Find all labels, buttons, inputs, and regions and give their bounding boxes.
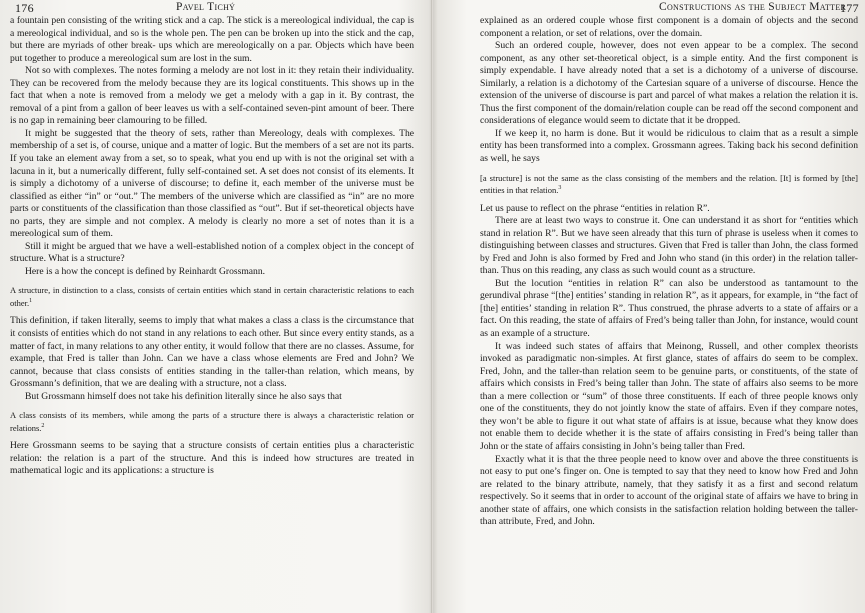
block-quote [480, 172, 858, 197]
right-page-body [480, 15, 858, 529]
quote-text: A class consists of its members, while among the parts of a structure there is always a characteristic relation or relations. [10, 410, 414, 433]
paragraph: explained as an ordered couple whose first component is a domain of objects and the second component a relation, or set of relations, over the domain. [480, 15, 858, 39]
paragraph: There are at least two ways to construe it. One can understand it as short for “entities which stand in relation R”. But we have seen already that this turn of phrase is useless when it comes to distinguishing between classes and structures. Given that Fred is taller than John, the class formed by Fred and John is also formed by Fred and John who stand (in this order) in the relation taller-than. Thus on this reading, any class as such would count as a structure. [480, 215, 858, 277]
paragraph: Let us pause to reflect on the phrase “entities in relation R”. [480, 202, 710, 214]
paragraph: a fountain pen consisting of the writing stick and a cap. The stick is a mereological individual, the cap is a mereological individual, and so is the whole pen. The pen can be broken up into the stick and the cap, but there are myriads of other break- ups which are mereologically on a par. Objects which have been put together to produce a mereological sum are lost in the sum. [10, 15, 414, 64]
block-quote [10, 409, 414, 434]
footnote-marker: 2 [41, 422, 45, 429]
left-page-body [10, 15, 414, 478]
paragraph: It was indeed such states of affairs that Meinong, Russell, and other complex theorists invoked as paradigmatic non-simples. At first glance, states of affairs do seem to be complex. Fred, John, and the taller-than relation seem to be genuine parts, or constituents, of the state of affairs which consists in Fred’s being taller than John. The state of affairs also seems to be more than a mere collection or “sum” of those three constituents. If each of three people knows only one of the constituents, they do not jointly know the state of affairs. Even if they compare notes, they won’t be able to figure it out what state of affairs is at issue, because what they know does not enable them to decide whether it is the state of affairs consisting in Fred’s being taller than John or the state of affairs consisting in John’s being taller than Fred. [480, 340, 858, 452]
paragraph: This definition, if taken literally, seems to imply that what makes a class a class is the circumstance that it consists of entities which do not stand in any relations to each other. But since every entity stands, as a matter of fact, in many relations to any other entity, it would follow that there are no classes. Assume, for example, that Fred is taller than John. Can we have a class whose elements are Fred and John? We cannot, because that class consists of entities standing in the taller-than relation, which means, by Grossmann’s definition, that we are dealing with a structure, not a class. [10, 315, 414, 390]
paragraph: Exactly what it is that the three people need to know over and above the three constituents is not easy to put one’s finger on. One is tempted to say that they need to know how Fred and John are related to the binary attribute, namely, that they satisfy it as a first and second relatum respectively. So it seems that in order to account of the original state of affairs we have to bring in another state of affairs, one which consists in the satisfaction relation holding between the taller-than attribute, Fred, and John. [480, 453, 858, 528]
paragraph: Here Grossmann seems to be saying that a structure consists of certain entities plus a characteristic relation: the relation is a part of the structure. And this is indeed how structures are treated in mathematical logic and its applications: a structure is [10, 440, 414, 477]
paragraph: But the locution “entities in relation R” can also be understood as tantamount to the gerundival phrase “[the] entities’ standing in relation R”, as it appears, for example, in “the fact of [the] entities’ standing in relation R”. Thus construed, the phrase adverts to a state of affairs or a fact. On this reading, the state of affairs of Fred’s being taller than John, for instance, would count as an example of a structure. [480, 277, 858, 340]
page-number-right: 177 [840, 1, 859, 15]
paragraph: Not so with complexes. The notes forming a melody are not lost in it: they retain their individuality. They can be recovered from the melody because they are its logical constituents. This shows up in the fact that when a note is removed from a melody we get a melody with a gap in it. By contrast, the removal of a pint from a gallon of beer leaves us with a self-contained seven-pint amount of beer. There is no gap in remaining beer clamouring to be filled. [10, 65, 414, 127]
paragraph: If we keep it, no harm is done. But it would be ridiculous to claim that as a result a simple entity has been transformed into a complex. Grossmann agrees. Taking back his second definition as well, he says [480, 127, 858, 165]
block-quote [10, 284, 414, 309]
footnote-marker: 1 [29, 298, 33, 305]
quote-text: [a structure] is not the same as the class consisting of the members and the relation. [It] is formed by [the] entities in that relation. [480, 172, 858, 196]
footnote-marker: 3 [558, 185, 562, 192]
left-page [0, 0, 432, 613]
paragraph: Here is a how the concept is defined by Reinhardt Grossmann. [25, 265, 266, 277]
right-page [433, 0, 865, 613]
paragraph: Such an ordered couple, however, does not even appear to be a complex. The second component, as any other set-theoretical object, is a simple entity. And the first component is simply expendable. I have already noted that a set is a dichotomy of a universe of discourse. Similarly, a relation is a dichotomy of the Cartesian square of a universe of discourse. Hence the extension of the universe of discourse is part and parcel of what makes a relation the relation it is. Thus the first component of the domain/relation couple can be read off the second component and considerations of elegance would seem to dictate that it be dropped. [480, 40, 858, 127]
paragraph: It might be suggested that the theory of sets, rather than Mereology, deals with complexes. The membership of a set is, of course, unique and a matter of logic. But the members of a set are not its parts. If you take an element away from a set, so to speak, what you end up with is not the original set with a lacuna in it, but a numerically different, fully self-contained set. A set does not consist of its elements. It is simply a dichotomy of a universe of discourse; to define it, each member of the universe must be classified as either “in” or “out.” The members of the universe which are classified as “in” are no more parts or constituents of the classification than those classified as “out”. But if set-theoretical objects have no parts, they are simple and not complex. A melody is clearly no more a set of notes than it is a mereological sum of them. [10, 127, 414, 240]
page-number-left: 176 [15, 1, 34, 15]
paragraph: Still it might be argued that we have a well-established notion of a complex object in the concept of structure. What is a structure? [10, 240, 414, 265]
paragraph: But Grossmann himself does not take his definition literally since he also says that [25, 390, 342, 402]
chapter-header: Constructions as the Subject Matter [659, 1, 847, 13]
quote-text: A structure, in distinction to a class, consists of certain entities which stand in certain characteristic relations to each other. [10, 285, 414, 308]
author-header: Pavel Tichý [176, 1, 236, 13]
